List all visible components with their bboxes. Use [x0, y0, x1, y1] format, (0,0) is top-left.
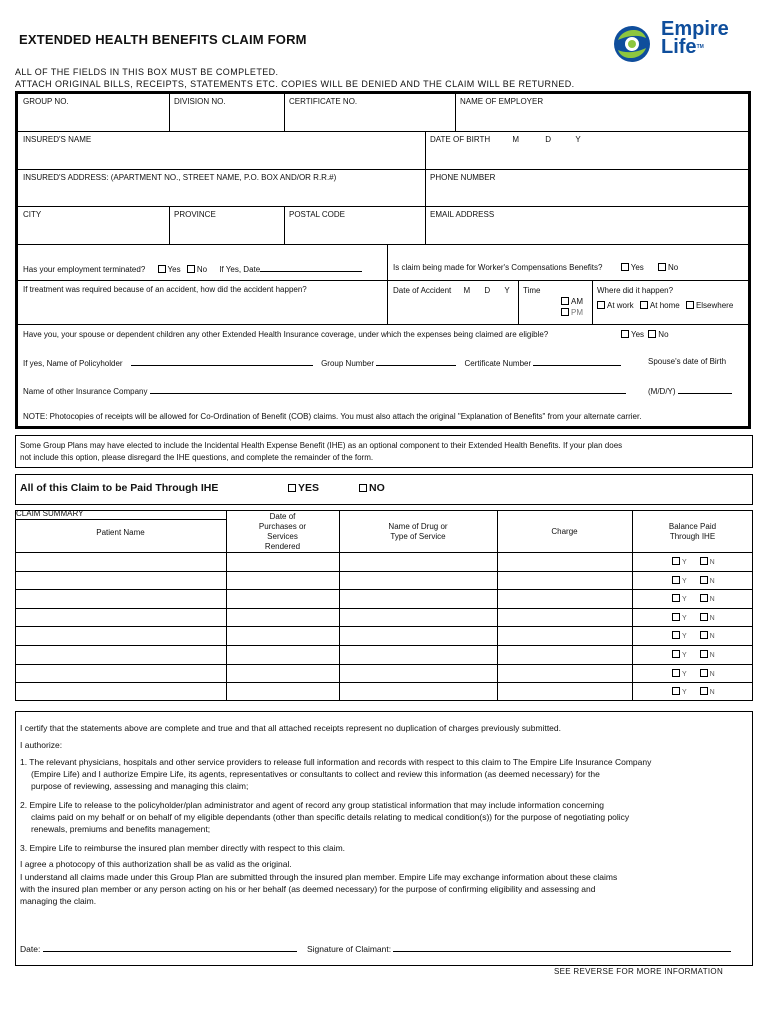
- at-home-label: At home: [649, 301, 680, 310]
- signature-input[interactable]: [393, 943, 731, 952]
- form-title: EXTENDED HEALTH BENEFITS CLAIM FORM: [19, 32, 307, 47]
- certificate-no-field[interactable]: CERTIFICATE NO.: [289, 97, 358, 106]
- balance-yes-label: Y: [682, 689, 687, 696]
- dob-day-label: D: [545, 135, 552, 144]
- balance-no-checkbox[interactable]: [700, 557, 708, 565]
- accident-month-label: M: [463, 286, 471, 295]
- spouse-dob-input[interactable]: [678, 385, 732, 394]
- row-divider: [15, 682, 753, 683]
- spouse-dob-row: [648, 385, 732, 396]
- other-company-row: [23, 385, 626, 396]
- claim-summary-title: CLAIM SUMMARY: [16, 509, 84, 518]
- balance-yes-label: Y: [682, 671, 687, 678]
- col-header-charge: Charge: [551, 527, 578, 536]
- pm-option[interactable]: [561, 308, 583, 317]
- other-company-label: Name of other Insurance Company: [23, 387, 148, 396]
- dob-field[interactable]: [430, 135, 581, 144]
- logo-icon: [612, 24, 652, 64]
- ihe-yes-label: YES: [298, 482, 320, 494]
- cob-note: NOTE: Photocopies of receipts will be allowed for Co-Ordination of Benefit (COB) claims. You must also attach the original "Explanation of Benefits" from your alternate carrier.: [23, 412, 642, 421]
- at-work-checkbox[interactable]: [597, 301, 605, 309]
- postal-code-field[interactable]: POSTAL CODE: [289, 210, 346, 219]
- balance-no-checkbox[interactable]: [700, 669, 708, 677]
- col-header-drug: [339, 522, 497, 542]
- col-header-date-l4: Rendered: [264, 542, 301, 551]
- cert-item-1-l1: 1. The relevant physicians, hospitals and other service providers to release full information and records with respect to this claim to The Empire Life Insurance Company: [20, 757, 652, 767]
- row-divider: [15, 645, 753, 646]
- accident-date-field[interactable]: [393, 286, 510, 295]
- mdy-label: (M/D/Y): [648, 387, 676, 396]
- table-row: [672, 650, 715, 659]
- where-options: [597, 301, 733, 310]
- cert-understand-l2: with the insured plan member or any person acting on his or her behalf (as deemed necessary) for the purpose of confirming eligibility and assessing and: [20, 884, 596, 894]
- col-header-drug-l2: Type of Service: [390, 532, 446, 541]
- col-header-drug-l1: Name of Drug or: [388, 522, 448, 531]
- table-row: [672, 687, 715, 696]
- balance-no-label: N: [709, 689, 715, 696]
- col-header-balance: [632, 522, 753, 542]
- date-input[interactable]: [43, 943, 297, 952]
- employment-yes-label: Yes: [167, 265, 181, 274]
- phone-field[interactable]: PHONE NUMBER: [430, 173, 496, 182]
- other-coverage-no-checkbox[interactable]: [648, 330, 656, 338]
- balance-yes-checkbox[interactable]: [672, 631, 680, 639]
- row-divider: [15, 664, 753, 665]
- certification-box: [15, 711, 753, 966]
- dob-month-label: M: [512, 135, 520, 144]
- division-no-field[interactable]: DIVISION NO.: [174, 97, 226, 106]
- employer-field[interactable]: NAME OF EMPLOYER: [460, 97, 544, 106]
- row-divider: [15, 571, 753, 572]
- balance-no-label: N: [709, 652, 715, 659]
- col-header-date: [226, 512, 339, 552]
- balance-yes-checkbox[interactable]: [672, 669, 680, 677]
- workers-comp-label: Is claim being made for Worker's Compensations Benefits?: [393, 263, 603, 272]
- balance-yes-checkbox[interactable]: [672, 687, 680, 695]
- table-row: [672, 613, 715, 622]
- policyholder-row: [23, 357, 621, 368]
- employment-date-input[interactable]: [260, 263, 362, 272]
- other-coverage-question: Have you, your spouse or dependent children any other Extended Health Insurance coverage, under which the expenses being claimed are eligible?: [23, 330, 549, 339]
- address-field[interactable]: INSURED'S ADDRESS: (APARTMENT NO., STREET NAME, P.O. BOX AND/OR R.R.#): [23, 173, 337, 182]
- employment-label: Has your employment terminated?: [23, 265, 146, 274]
- elsewhere-label: Elsewhere: [695, 301, 734, 310]
- cert-item-2-l2: claims paid on my behalf or on behalf of my eligible dependants (other than specific details relating to medical condition(s)) for the purpose of negotiating policy: [31, 812, 630, 822]
- col-header-date-l2: Purchases or: [258, 522, 307, 531]
- workers-comp-no-checkbox[interactable]: [658, 263, 666, 271]
- cert-item-2-l3: renewals, premiums and benefits management;: [31, 824, 211, 834]
- cert-photocopy: I agree a photocopy of this authorization shall be as valid as the original.: [20, 859, 292, 869]
- cert-item-1-l2: (Empire Life) and I authorize Empire Life, its agents, representatives or consultants to collect and review this information (as deemed necessary) for the: [31, 769, 600, 779]
- certificate-number-input[interactable]: [533, 357, 621, 366]
- balance-no-label: N: [709, 615, 715, 622]
- empire-life-logo: [612, 20, 742, 64]
- balance-yes-label: Y: [682, 633, 687, 640]
- balance-yes-label: Y: [682, 578, 687, 585]
- instruction-line-1: ALL OF THE FIELDS IN THIS BOX MUST BE COMPLETED.: [15, 67, 279, 77]
- balance-yes-checkbox[interactable]: [672, 650, 680, 658]
- cert-understand-l1: I understand all claims made under this Group Plan are submitted through the insured plan member. Empire Life may exchange information about these claims: [20, 872, 618, 882]
- workers-comp-question: [393, 263, 678, 272]
- cert-item-2: [20, 799, 629, 835]
- balance-no-checkbox[interactable]: [700, 594, 708, 602]
- row-divider: [15, 626, 753, 627]
- group-no-field[interactable]: GROUP NO.: [23, 97, 69, 106]
- date-label: Date:: [20, 944, 41, 954]
- balance-yes-checkbox[interactable]: [672, 594, 680, 602]
- employment-yes-checkbox[interactable]: [158, 265, 166, 273]
- balance-yes-checkbox[interactable]: [672, 613, 680, 621]
- am-option[interactable]: [561, 297, 583, 306]
- ihe-yes-checkbox[interactable]: [288, 484, 296, 492]
- balance-no-label: N: [709, 633, 715, 640]
- cert-item-1: [20, 756, 651, 792]
- accident-year-label: Y: [504, 286, 510, 295]
- balance-no-checkbox[interactable]: [700, 576, 708, 584]
- cert-understand-l3: managing the claim.: [20, 896, 97, 906]
- dob-year-label: Y: [575, 135, 581, 144]
- city-field[interactable]: CITY: [23, 210, 42, 219]
- table-row: [672, 557, 715, 566]
- ihe-no-checkbox[interactable]: [359, 484, 367, 492]
- table-row: [672, 669, 715, 678]
- balance-no-label: N: [709, 559, 715, 566]
- col-header-date-l3: Services: [267, 532, 298, 541]
- footer-note: SEE REVERSE FOR MORE INFORMATION: [554, 967, 724, 976]
- at-home-checkbox[interactable]: [640, 301, 648, 309]
- employment-no-checkbox[interactable]: [187, 265, 195, 273]
- signature-row: [307, 943, 731, 954]
- ihe-paid-label: All of this Claim to be Paid Through IHE: [20, 482, 219, 494]
- policyholder-label: If yes, Name of Policyholder: [23, 359, 123, 368]
- cert-item-2-l1: 2. Empire Life to release to the policyholder/plan administrator and agent of record any group statistical information that may include information concerning: [20, 800, 604, 810]
- balance-no-checkbox[interactable]: [700, 687, 708, 695]
- email-field[interactable]: EMAIL ADDRESS: [430, 210, 495, 219]
- logo-word-empire: Empire: [661, 18, 729, 40]
- ihe-notice-line-1: Some Group Plans may have elected to include the Incidental Health Expense Benefit (IHE) as an optional component to their Extended Health Benefits. If your plan does: [20, 441, 623, 450]
- accident-date-label: Date of Accident: [393, 286, 452, 295]
- balance-no-label: N: [709, 578, 715, 585]
- col-header-patient: Patient Name: [96, 528, 145, 537]
- pm-checkbox[interactable]: [561, 308, 569, 316]
- am-label: AM: [571, 297, 583, 306]
- balance-yes-label: Y: [682, 615, 687, 622]
- balance-yes-label: Y: [682, 559, 687, 566]
- employment-date-label: If Yes, Date: [219, 265, 261, 274]
- balance-yes-checkbox[interactable]: [672, 557, 680, 565]
- cert-understand: [20, 871, 617, 907]
- employment-question: [23, 263, 362, 274]
- balance-yes-checkbox[interactable]: [672, 576, 680, 584]
- at-work-label: At work: [607, 301, 634, 310]
- ihe-no-label: NO: [369, 482, 385, 494]
- pm-label: PM: [571, 308, 583, 317]
- balance-yes-label: Y: [682, 652, 687, 659]
- employment-no-label: No: [196, 265, 208, 274]
- instruction-line-2: ATTACH ORIGINAL BILLS, RECEIPTS, STATEMENTS ETC. COPIES WILL BE DENIED AND THE CLAIM WILL BE RETURNED.: [15, 79, 575, 89]
- certificate-number-label: Certificate Number: [464, 359, 532, 368]
- other-coverage-no-label: No: [658, 330, 669, 339]
- balance-no-checkbox[interactable]: [700, 613, 708, 621]
- row-divider: [15, 589, 753, 590]
- signature-label: Signature of Claimant:: [307, 944, 392, 954]
- workers-comp-yes-checkbox[interactable]: [621, 263, 629, 271]
- balance-no-checkbox[interactable]: [700, 650, 708, 658]
- cert-item-1-l3: purpose of reviewing, assessing and managing this claim;: [31, 781, 249, 791]
- insured-name-field[interactable]: INSURED'S NAME: [23, 135, 92, 144]
- ihe-paid-no-option[interactable]: [359, 482, 385, 494]
- date-row: [20, 943, 297, 954]
- cert-item-3: 3. Empire Life to reimburse the insured plan member directly with respect to this claim.: [20, 843, 346, 853]
- balance-no-label: N: [709, 671, 715, 678]
- cert-statement: I certify that the statements above are complete and true and that all attached receipts represent no duplication of charges previously submitted.: [20, 723, 562, 733]
- accident-how-field[interactable]: If treatment was required because of an accident, how did the accident happen?: [23, 285, 307, 294]
- other-company-input[interactable]: [150, 385, 626, 394]
- elsewhere-checkbox[interactable]: [686, 301, 694, 309]
- table-row: [672, 631, 715, 640]
- col-header-balance-l1: Balance Paid: [668, 522, 717, 531]
- table-row: [672, 594, 715, 603]
- col-header-balance-l2: Through IHE: [669, 532, 716, 541]
- workers-comp-no-label: No: [668, 263, 679, 272]
- row-divider: [15, 608, 753, 609]
- other-coverage-options: [621, 330, 669, 339]
- balance-no-checkbox[interactable]: [700, 631, 708, 639]
- workers-comp-yes-label: Yes: [630, 263, 644, 272]
- required-fields-box: [15, 91, 751, 429]
- balance-no-label: N: [709, 596, 715, 603]
- time-label: Time: [523, 286, 541, 295]
- table-row: [672, 576, 715, 585]
- group-number-input[interactable]: [376, 357, 456, 366]
- dob-label: DATE OF BIRTH: [430, 135, 491, 144]
- province-field[interactable]: PROVINCE: [174, 210, 216, 219]
- am-checkbox[interactable]: [561, 297, 569, 305]
- spouse-dob-label: Spouse's date of Birth: [648, 357, 727, 366]
- balance-yes-label: Y: [682, 596, 687, 603]
- policyholder-input[interactable]: [131, 357, 313, 366]
- logo-tm: TM: [696, 44, 704, 50]
- col-header-date-l1: Date of: [269, 512, 296, 521]
- where-label: Where did it happen?: [597, 286, 674, 295]
- ihe-paid-yes-option[interactable]: [288, 482, 319, 494]
- group-number-label: Group Number: [321, 359, 374, 368]
- other-coverage-yes-label: Yes: [631, 330, 645, 339]
- ihe-notice-box: [15, 435, 753, 468]
- logo-word-life: Life™: [661, 36, 704, 58]
- ihe-notice-line-2: not include this option, please disregard the IHE questions, and complete the remainder of the form.: [20, 453, 374, 462]
- accident-day-label: D: [484, 286, 491, 295]
- cert-authorize: I authorize:: [20, 740, 63, 750]
- other-coverage-yes-checkbox[interactable]: [621, 330, 629, 338]
